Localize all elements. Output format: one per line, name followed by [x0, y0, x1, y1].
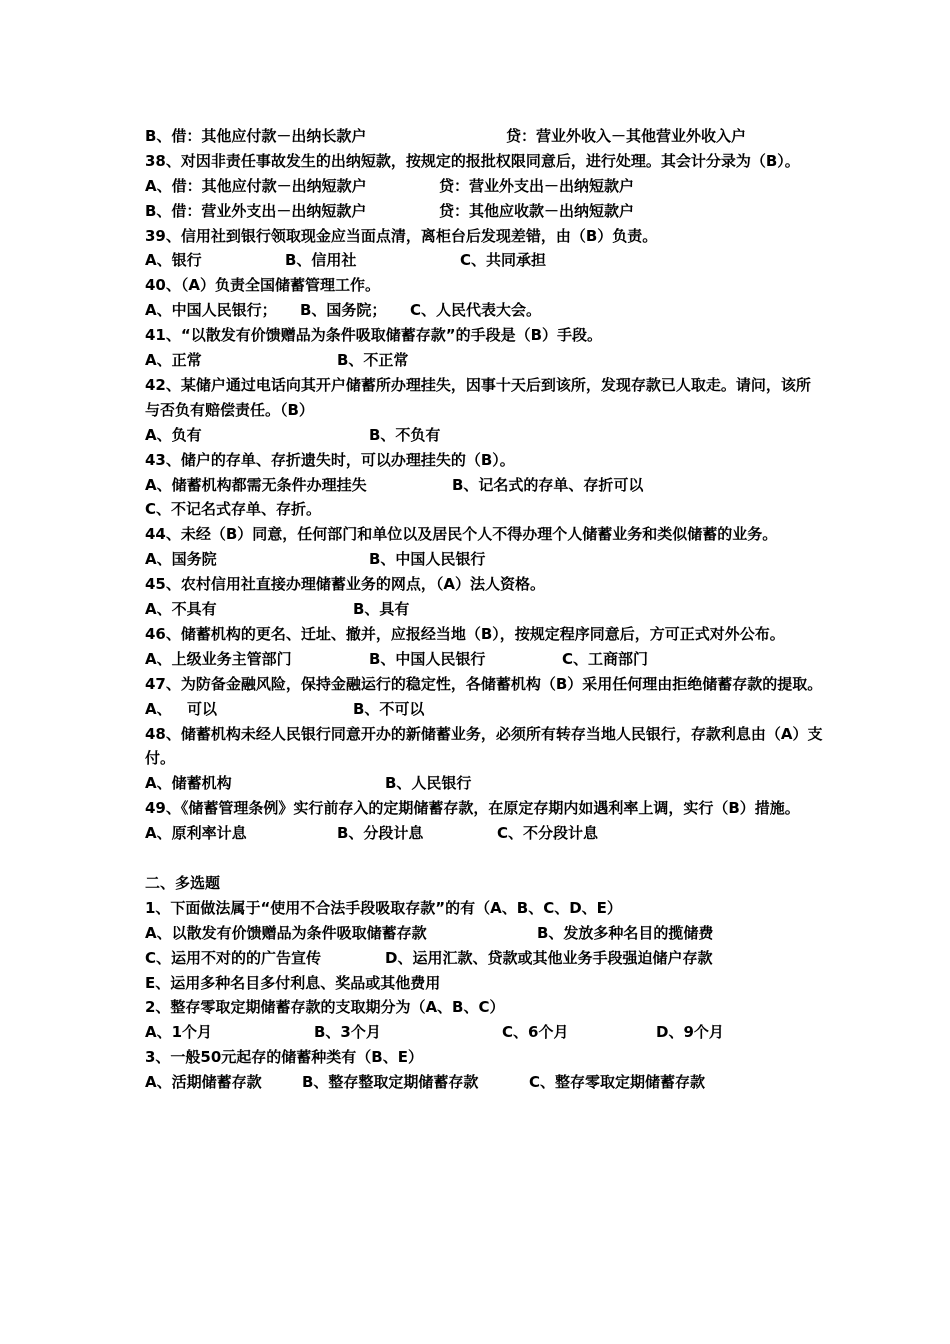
option-text: B、借：营业外支出－出纳短款户: [145, 201, 367, 220]
option-text: A、上级业务主管部门: [145, 649, 292, 668]
option-text: B、3个月: [314, 1023, 381, 1042]
option-text: C、工商部门: [562, 649, 649, 668]
text-line: 41、“以散发有价馈赠品为条件吸取储蓄存款”的手段是（B）手段。: [145, 326, 603, 345]
option-line: [145, 697, 825, 722]
text-line: C、不记名式存单、存折。: [145, 500, 322, 519]
option-text: B、整存整取定期储蓄存款: [302, 1073, 479, 1092]
option-text: C、不分段计息: [497, 824, 599, 843]
option-text: D、9个月: [656, 1023, 724, 1042]
option-line: [145, 647, 825, 672]
option-text: A、中国人民银行；: [145, 301, 277, 320]
option-line: [145, 348, 825, 373]
option-line: [145, 473, 825, 498]
option-text: A、银行: [145, 251, 202, 270]
option-line: [145, 174, 825, 199]
option-text: A、负有: [145, 425, 202, 444]
option-text: A、借：其他应付款－出纳短款户: [145, 176, 367, 195]
option-text: B、不正常: [337, 351, 409, 370]
option-text: B、借：其他应付款－出纳长款户: [145, 127, 367, 145]
text-line: 45、农村信用社直接办理储蓄业务的网点，（A）法人资格。: [145, 575, 545, 594]
option-text: B、不可以: [353, 699, 425, 718]
text-line: 46、储蓄机构的更名、迁址、撤并，应报经当地（B），按规定程序同意后，方可正式对外公布。: [145, 624, 785, 643]
text-line: 40、（A）负责全国储蓄管理工作。: [145, 276, 380, 295]
option-text: B、记名式的存单、存折可以: [452, 475, 644, 494]
option-line: [145, 771, 825, 796]
option-text: 贷：其他应收款－出纳短款户: [439, 201, 635, 220]
option-text: A、活期储蓄存款: [145, 1073, 262, 1092]
option-text: A、以散发有价馈赠品为条件吸取储蓄存款: [145, 923, 427, 942]
text-line: 43、储户的存单、存折遗失时，可以办理挂失的（B）。: [145, 450, 515, 469]
text-line: E、运用多种名目多付利息、奖品或其他费用: [145, 973, 441, 992]
text-line: 3、一般50元起存的储蓄种类有（B、E）: [145, 1048, 423, 1067]
option-text: D、运用汇款、贷款或其他业务手段强迫储户存款: [385, 948, 713, 967]
option-line: [145, 199, 825, 224]
option-line: [145, 547, 825, 572]
option-text: B、中国人民银行: [369, 649, 486, 668]
text-line: 49、《储蓄管理条例》实行前存入的定期储蓄存款，在原定存期内如遇利率上调，实行（B）措施。: [145, 799, 800, 818]
option-line: [145, 1020, 825, 1045]
option-text: A、原利率计息: [145, 824, 247, 843]
option-text: B、分段计息: [337, 824, 424, 843]
option-line: [145, 946, 825, 971]
option-text: A、正常: [145, 351, 202, 370]
option-text: 可以: [187, 699, 218, 718]
option-text: A、: [145, 699, 172, 718]
option-text: C、人民代表大会。: [410, 301, 542, 320]
option-line: [145, 423, 825, 448]
option-line: [145, 821, 825, 846]
text-line: 1、下面做法属于“使用不合法手段吸取存款”的有（A、B、C、D、E）: [145, 898, 622, 917]
option-line: [145, 248, 825, 273]
text-line: 42、某储户通过电话向其开户储蓄所办理挂失，因事十天后到该所，发现存款已人取走。请问，该所与否负有赔偿责任。（B）: [145, 375, 811, 419]
blank-line: [145, 846, 825, 871]
text-line: 47、为防备金融风险，保持金融运行的稳定性，各储蓄机构（B）采用任何理由拒绝储蓄存款的提取。: [145, 674, 823, 693]
option-text: C、6个月: [502, 1023, 569, 1042]
option-line: [145, 597, 825, 622]
text-line: 38、对因非责任事故发生的出纳短款，按规定的报批权限同意后，进行处理。其会计分录为（B）。: [145, 151, 800, 170]
text-line: 39、信用社到银行领取现金应当面点清，离柜台后发现差错，由（B）负责。: [145, 226, 658, 245]
option-text: A、储蓄机构: [145, 774, 232, 793]
option-text: B、国务院；: [300, 301, 387, 320]
option-text: B、具有: [353, 600, 410, 619]
text-line: 48、储蓄机构未经人民银行同意开办的新储蓄业务，必须所有转存当地人民银行，存款利息由（A）支付。: [145, 724, 823, 768]
option-text: A、储蓄机构都需无条件办理挂失: [145, 475, 367, 494]
option-text: A、不具有: [145, 600, 217, 619]
option-line: [145, 921, 825, 946]
option-text: A、1个月: [145, 1023, 213, 1042]
option-text: B、信用社: [285, 251, 357, 270]
option-text: 贷：营业外支出－出纳短款户: [439, 176, 635, 195]
option-text: B、人民银行: [385, 774, 472, 793]
option-text: B、不负有: [369, 425, 441, 444]
option-text: B、中国人民银行: [369, 550, 486, 569]
option-line: [145, 1070, 825, 1095]
option-text: C、共同承担: [460, 251, 547, 270]
question-list: [145, 124, 825, 1095]
option-text: 贷：营业外收入－其他营业外收入户: [506, 127, 747, 145]
option-line: [145, 298, 825, 323]
option-text: C、整存零取定期储蓄存款: [529, 1073, 706, 1092]
option-text: A、国务院: [145, 550, 217, 569]
option-text: B、发放多种名目的揽储费: [537, 923, 714, 942]
text-line: 2、整存零取定期储蓄存款的支取期分为（A、B、C）: [145, 998, 505, 1017]
text-line: 44、未经（B）同意，任何部门和单位以及居民个人不得办理个人储蓄业务和类似储蓄的业务。: [145, 525, 778, 544]
text-line: 二、多选题: [145, 873, 221, 892]
option-line: [145, 124, 825, 149]
option-text: C、运用不对的的广告宣传: [145, 948, 322, 967]
